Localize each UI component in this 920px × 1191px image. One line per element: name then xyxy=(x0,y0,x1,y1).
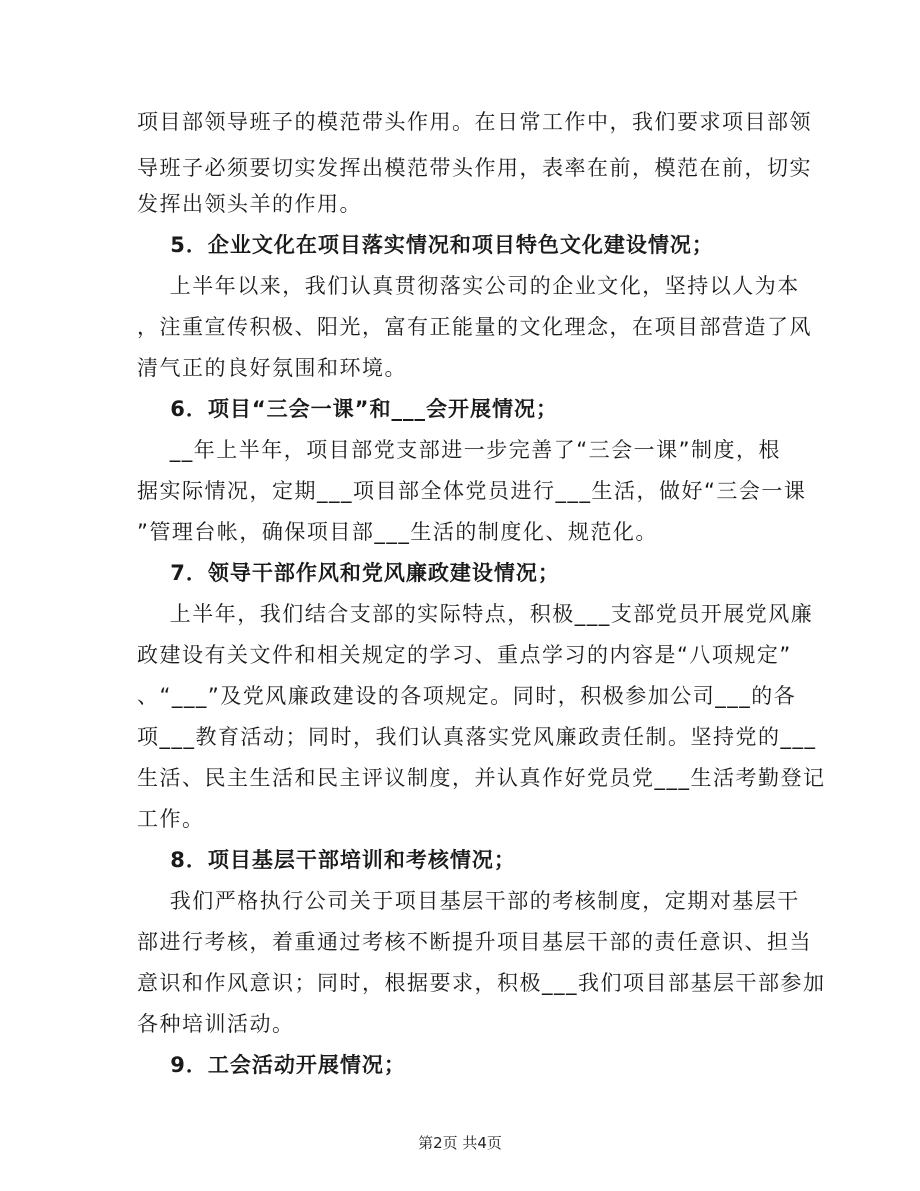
body-line: ”管理台帐，确保项目部___生活的制度化、规范化。 xyxy=(137,520,658,544)
body-line: 上半年以来，我们认真贯彻落实公司的企业文化，坚持以人为本 xyxy=(137,274,800,298)
body-line: 、“___”及党风廉政建设的各项规定。同时，积极参加公司___的各 xyxy=(137,684,797,708)
body-line: 清气正的良好氛围和环境。 xyxy=(137,356,407,380)
section-heading-5: 5．企业文化在项目落实情况和项目特色文化建设情况； xyxy=(137,233,714,257)
body-line: 各种培训活动。 xyxy=(137,1012,295,1036)
body-line: 项___教育活动；同时，我们认真落实党风廉政责任制。坚持党的___ xyxy=(137,725,817,749)
page-footer: 第2页 共4页 xyxy=(418,1134,502,1152)
body-line: 我们严格执行公司关于项目基层干部的考核制度，定期对基层干 xyxy=(137,889,800,913)
body-line: 上半年，我们结合支部的实际特点，积极___支部党员开展党风廉 xyxy=(137,602,814,626)
section-heading-7: 7．领导干部作风和党风廉政建设情况； xyxy=(137,561,560,585)
body-line: 生活、民主生活和民主评议制度，并认真作好党员党___生活考勤登记 xyxy=(137,766,826,790)
section-heading-9: 9．工会活动开展情况； xyxy=(137,1053,406,1077)
body-line: 导班子必须要切实发挥出模范带头作用，表率在前，模范在前，切实 xyxy=(137,156,812,180)
body-line: 政建设有关文件和相关规定的学习、重点学习的内容是“八项规定” xyxy=(137,643,792,667)
body-line: ，注重宣传积极、阳光，富有正能量的文化理念，在项目部营造了风 xyxy=(137,315,812,339)
section-heading-6: 6．项目“三会一课”和___会开展情况； xyxy=(137,397,558,421)
body-line: 意识和作风意识；同时，根据要求，积极___我们项目部基层干部参加 xyxy=(137,971,826,995)
body-line: 工作。 xyxy=(137,807,205,831)
body-line: 部进行考核，着重通过考核不断提升项目基层干部的责任意识、担当 xyxy=(137,930,812,954)
body-line: 项目部领导班子的模范带头作用。在日常工作中，我们要求项目部领 xyxy=(137,110,812,134)
body-line: 发挥出领头羊的作用。 xyxy=(137,192,362,216)
section-heading-8: 8．项目基层干部培训和考核情况； xyxy=(137,848,516,872)
body-line: __年上半年，项目部党支部进一步完善了“三会一课”制度，根 xyxy=(137,438,781,462)
body-line: 据实际情况，定期___项目部全体党员进行___生活，做好“三会一课 xyxy=(137,479,807,503)
